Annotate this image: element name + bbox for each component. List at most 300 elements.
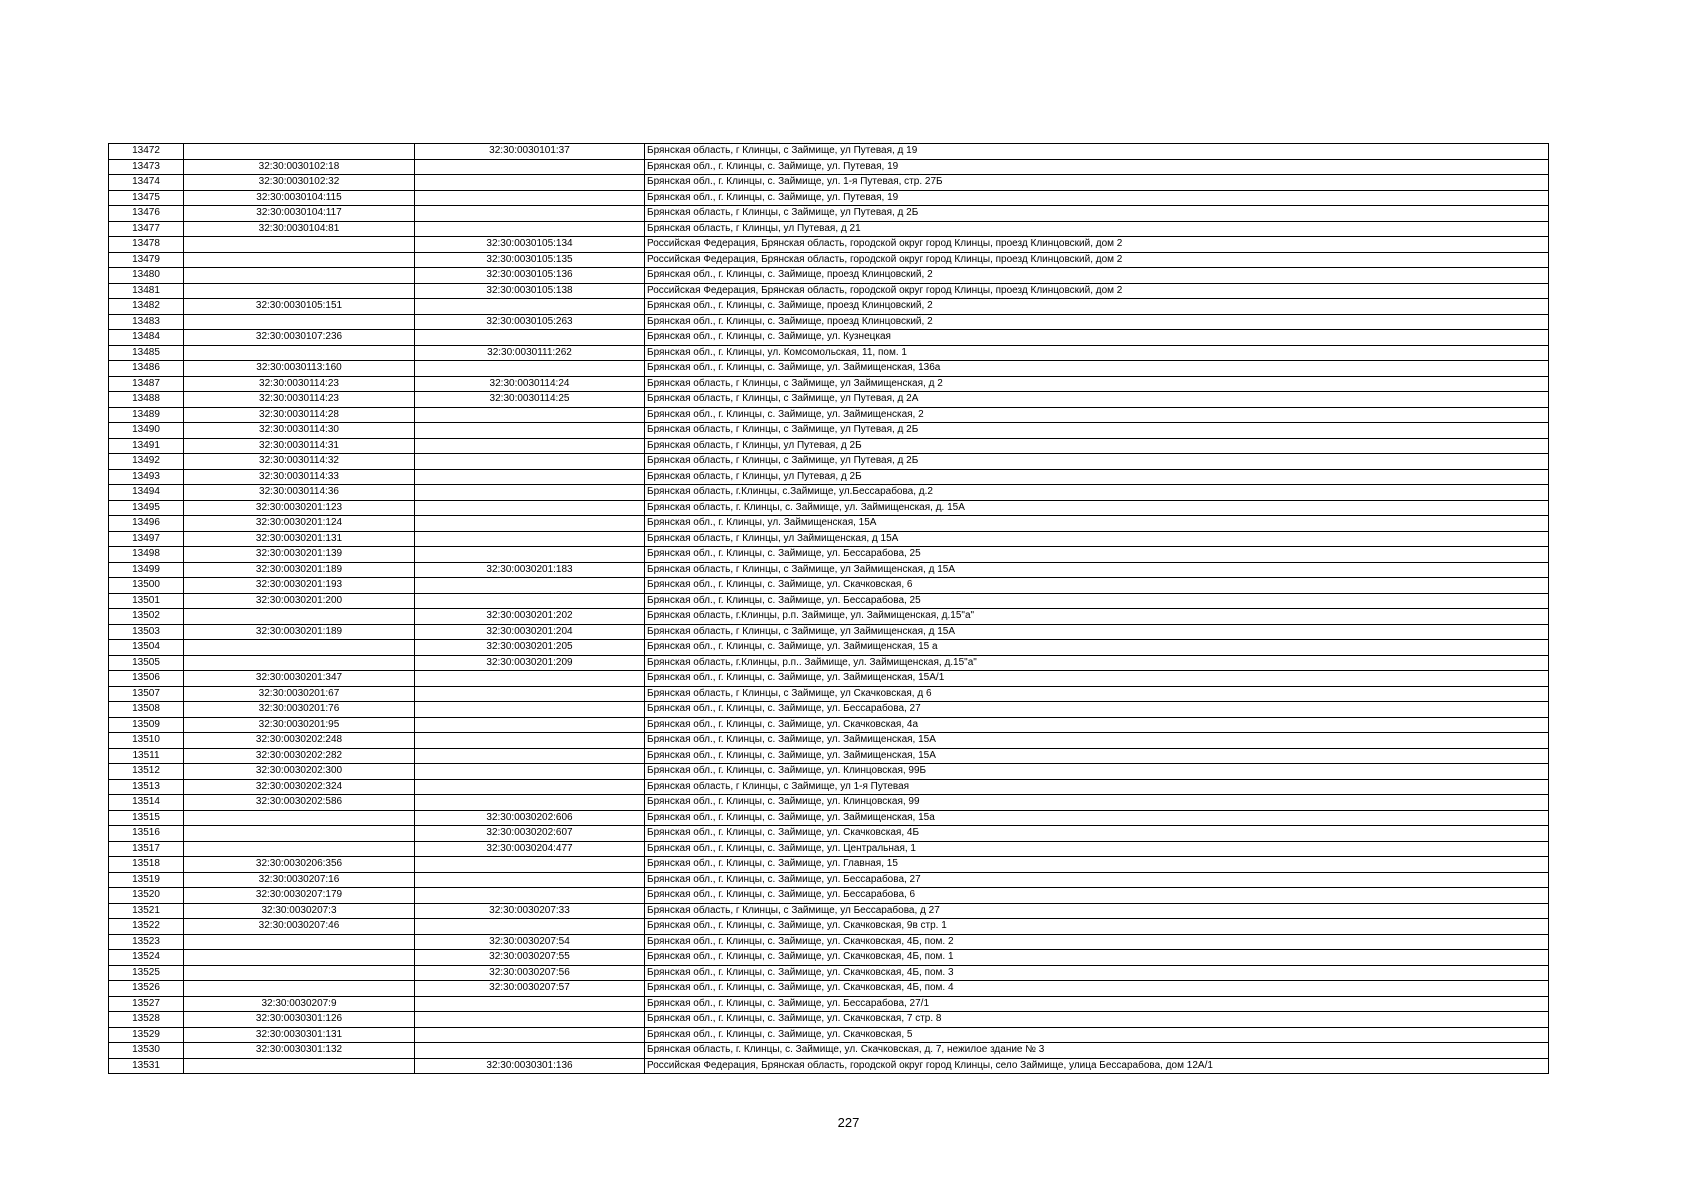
- object-cadastral-number-cell: 32:30:0030105:138: [415, 283, 645, 299]
- object-cadastral-number-cell: 32:30:0030207:56: [415, 965, 645, 981]
- table-row: [109, 826, 1549, 842]
- row-number-cell: 13492: [109, 454, 184, 470]
- address-cell: Брянская обл., г. Клинцы, с. Займище, ул. Главная, 15: [645, 857, 1549, 873]
- row-number-cell: 13514: [109, 795, 184, 811]
- parcel-cadastral-number-cell: 32:30:0030202:586: [184, 795, 415, 811]
- row-number-cell: 13528: [109, 1012, 184, 1028]
- address-cell: Брянская область, г Клинцы, с Займище, ул Займищенская, д 15А: [645, 624, 1549, 640]
- object-cadastral-number-cell: [415, 159, 645, 175]
- address-cell: Брянская область, г Клинцы, ул Путевая, д 21: [645, 221, 1549, 237]
- table-row: [109, 981, 1549, 997]
- object-cadastral-number-cell: [415, 593, 645, 609]
- table-row: [109, 283, 1549, 299]
- table-row: [109, 795, 1549, 811]
- table-row: [109, 733, 1549, 749]
- row-number-cell: 13474: [109, 175, 184, 191]
- address-cell: Брянская обл., г. Клинцы, с. Займище, ул. Клинцовская, 99Б: [645, 764, 1549, 780]
- table-row: [109, 764, 1549, 780]
- row-number-cell: 13511: [109, 748, 184, 764]
- row-number-cell: 13496: [109, 516, 184, 532]
- table-row: [109, 454, 1549, 470]
- object-cadastral-number-cell: [415, 469, 645, 485]
- row-number-cell: 13510: [109, 733, 184, 749]
- table-row: [109, 159, 1549, 175]
- table-row: [109, 330, 1549, 346]
- table-row: [109, 407, 1549, 423]
- table-row: [109, 965, 1549, 981]
- row-number-cell: 13475: [109, 190, 184, 206]
- address-cell: Российская Федерация, Брянская область, городской округ город Клинцы, проезд Клинцовский, дом 2: [645, 237, 1549, 253]
- table-row: [109, 562, 1549, 578]
- object-cadastral-number-cell: 32:30:0030202:606: [415, 810, 645, 826]
- address-cell: Брянская область, г Клинцы, с Займище, ул 1-я Путевая: [645, 779, 1549, 795]
- object-cadastral-number-cell: 32:30:0030105:263: [415, 314, 645, 330]
- object-cadastral-number-cell: 32:30:0030201:202: [415, 609, 645, 625]
- address-cell: Брянская обл., г. Клинцы, с. Займище, ул. Займищенская, 15 а: [645, 640, 1549, 656]
- table-row: [109, 531, 1549, 547]
- address-cell: Брянская обл., г. Клинцы, с. Займище, ул. Бессарабова, 6: [645, 888, 1549, 904]
- object-cadastral-number-cell: [415, 1043, 645, 1059]
- parcel-cadastral-number-cell: 32:30:0030207:179: [184, 888, 415, 904]
- row-number-cell: 13524: [109, 950, 184, 966]
- register-table: [108, 143, 1549, 1074]
- table-row: [109, 872, 1549, 888]
- table-row: [109, 655, 1549, 671]
- row-number-cell: 13473: [109, 159, 184, 175]
- parcel-cadastral-number-cell: 32:30:0030201:123: [184, 500, 415, 516]
- parcel-cadastral-number-cell: 32:30:0030201:131: [184, 531, 415, 547]
- row-number-cell: 13489: [109, 407, 184, 423]
- row-number-cell: 13521: [109, 903, 184, 919]
- row-number-cell: 13497: [109, 531, 184, 547]
- object-cadastral-number-cell: 32:30:0030202:607: [415, 826, 645, 842]
- address-cell: Брянская область, г Клинцы, с Займище, ул Путевая, д 19: [645, 144, 1549, 160]
- address-cell: Брянская область, г Клинцы, с Займище, ул Путевая, д 2Б: [645, 454, 1549, 470]
- parcel-cadastral-number-cell: [184, 144, 415, 160]
- parcel-cadastral-number-cell: 32:30:0030104:115: [184, 190, 415, 206]
- parcel-cadastral-number-cell: 32:30:0030114:30: [184, 423, 415, 439]
- object-cadastral-number-cell: [415, 578, 645, 594]
- object-cadastral-number-cell: [415, 857, 645, 873]
- object-cadastral-number-cell: [415, 547, 645, 563]
- object-cadastral-number-cell: [415, 795, 645, 811]
- object-cadastral-number-cell: [415, 748, 645, 764]
- object-cadastral-number-cell: [415, 671, 645, 687]
- row-number-cell: 13513: [109, 779, 184, 795]
- object-cadastral-number-cell: [415, 919, 645, 935]
- row-number-cell: 13487: [109, 376, 184, 392]
- row-number-cell: 13490: [109, 423, 184, 439]
- parcel-cadastral-number-cell: 32:30:0030114:23: [184, 392, 415, 408]
- parcel-cadastral-number-cell: 32:30:0030201:76: [184, 702, 415, 718]
- address-cell: Брянская обл., г. Клинцы, с. Займище, ул. Путевая, 19: [645, 190, 1549, 206]
- row-number-cell: 13515: [109, 810, 184, 826]
- object-cadastral-number-cell: [415, 686, 645, 702]
- object-cadastral-number-cell: [415, 438, 645, 454]
- parcel-cadastral-number-cell: [184, 950, 415, 966]
- address-cell: Брянская область, г Клинцы, с Займище, ул Займищенская, д 15А: [645, 562, 1549, 578]
- row-number-cell: 13518: [109, 857, 184, 873]
- address-cell: Брянская обл., г. Клинцы, с. Займище, ул. Займищенская, 15А/1: [645, 671, 1549, 687]
- address-cell: Брянская обл., г. Клинцы, с. Займище, ул. Бессарабова, 27/1: [645, 996, 1549, 1012]
- row-number-cell: 13503: [109, 624, 184, 640]
- register-table-body: [109, 144, 1549, 1074]
- table-row: [109, 609, 1549, 625]
- row-number-cell: 13519: [109, 872, 184, 888]
- parcel-cadastral-number-cell: 32:30:0030207:3: [184, 903, 415, 919]
- object-cadastral-number-cell: 32:30:0030201:205: [415, 640, 645, 656]
- row-number-cell: 13530: [109, 1043, 184, 1059]
- object-cadastral-number-cell: 32:30:0030204:477: [415, 841, 645, 857]
- object-cadastral-number-cell: [415, 407, 645, 423]
- parcel-cadastral-number-cell: 32:30:0030104:117: [184, 206, 415, 222]
- parcel-cadastral-number-cell: [184, 345, 415, 361]
- parcel-cadastral-number-cell: [184, 609, 415, 625]
- address-cell: Брянская область, г Клинцы, с Займище, ул Путевая, д 2Б: [645, 423, 1549, 439]
- object-cadastral-number-cell: [415, 175, 645, 191]
- row-number-cell: 13491: [109, 438, 184, 454]
- row-number-cell: 13482: [109, 299, 184, 315]
- parcel-cadastral-number-cell: [184, 934, 415, 950]
- row-number-cell: 13522: [109, 919, 184, 935]
- table-row: [109, 1012, 1549, 1028]
- row-number-cell: 13504: [109, 640, 184, 656]
- parcel-cadastral-number-cell: 32:30:0030301:131: [184, 1027, 415, 1043]
- parcel-cadastral-number-cell: 32:30:0030201:189: [184, 624, 415, 640]
- address-cell: Брянская обл., г. Клинцы, с. Займище, ул. Займищенская, 15А: [645, 733, 1549, 749]
- address-cell: Брянская обл., г. Клинцы, с. Займище, ул. Клинцовская, 99: [645, 795, 1549, 811]
- address-cell: Брянская область, г. Клинцы, с. Займище, ул. Займищенская, д. 15А: [645, 500, 1549, 516]
- address-cell: Брянская область, г Клинцы, с Займище, ул Путевая, д 2Б: [645, 206, 1549, 222]
- parcel-cadastral-number-cell: 32:30:0030114:33: [184, 469, 415, 485]
- table-row: [109, 779, 1549, 795]
- parcel-cadastral-number-cell: 32:30:0030207:16: [184, 872, 415, 888]
- parcel-cadastral-number-cell: 32:30:0030201:193: [184, 578, 415, 594]
- table-row: [109, 314, 1549, 330]
- parcel-cadastral-number-cell: [184, 252, 415, 268]
- table-row: [109, 578, 1549, 594]
- address-cell: Брянская обл., г. Клинцы, с. Займище, ул. Скачковская, 9в стр. 1: [645, 919, 1549, 935]
- parcel-cadastral-number-cell: 32:30:0030201:189: [184, 562, 415, 578]
- address-cell: Брянская обл., г. Клинцы, с. Займище, ул. Бессарабова, 27: [645, 872, 1549, 888]
- parcel-cadastral-number-cell: 32:30:0030201:124: [184, 516, 415, 532]
- object-cadastral-number-cell: [415, 190, 645, 206]
- row-number-cell: 13481: [109, 283, 184, 299]
- address-cell: Брянская обл., г. Клинцы, с. Займище, ул. Кузнецкая: [645, 330, 1549, 346]
- address-cell: Брянская область, г Клинцы, ул Путевая, д 2Б: [645, 438, 1549, 454]
- parcel-cadastral-number-cell: [184, 237, 415, 253]
- object-cadastral-number-cell: [415, 221, 645, 237]
- row-number-cell: 13509: [109, 717, 184, 733]
- address-cell: Брянская обл., г. Клинцы, с. Займище, ул. Скачковская, 4Б, пом. 3: [645, 965, 1549, 981]
- object-cadastral-number-cell: 32:30:0030111:262: [415, 345, 645, 361]
- address-cell: Брянская обл., г. Клинцы, с. Займище, ул. Займищенская, 136а: [645, 361, 1549, 377]
- address-cell: Брянская обл., г. Клинцы, с. Займище, ул. Займищенская, 2: [645, 407, 1549, 423]
- table-row: [109, 841, 1549, 857]
- parcel-cadastral-number-cell: 32:30:0030102:32: [184, 175, 415, 191]
- object-cadastral-number-cell: [415, 500, 645, 516]
- table-row: [109, 237, 1549, 253]
- address-cell: Брянская обл., г. Клинцы, ул. Комсомольская, 11, пом. 1: [645, 345, 1549, 361]
- parcel-cadastral-number-cell: [184, 314, 415, 330]
- object-cadastral-number-cell: [415, 888, 645, 904]
- parcel-cadastral-number-cell: [184, 640, 415, 656]
- address-cell: Брянская обл., г. Клинцы, с. Займище, ул. Скачковская, 4Б, пом. 2: [645, 934, 1549, 950]
- parcel-cadastral-number-cell: 32:30:0030102:18: [184, 159, 415, 175]
- parcel-cadastral-number-cell: 32:30:0030206:356: [184, 857, 415, 873]
- table-row: [109, 950, 1549, 966]
- address-cell: Брянская обл., г. Клинцы, с. Займище, ул. Скачковская, 4Б: [645, 826, 1549, 842]
- table-row: [109, 624, 1549, 640]
- parcel-cadastral-number-cell: [184, 268, 415, 284]
- table-row: [109, 252, 1549, 268]
- parcel-cadastral-number-cell: 32:30:0030207:9: [184, 996, 415, 1012]
- address-cell: Брянская область, г.Клинцы, с.Займище, ул.Бессарабова, д.2: [645, 485, 1549, 501]
- address-cell: Российская Федерация, Брянская область, городской округ город Клинцы, проезд Клинцовский, дом 2: [645, 252, 1549, 268]
- table-row: [109, 748, 1549, 764]
- row-number-cell: 13477: [109, 221, 184, 237]
- object-cadastral-number-cell: 32:30:0030105:134: [415, 237, 645, 253]
- row-number-cell: 13484: [109, 330, 184, 346]
- row-number-cell: 13526: [109, 981, 184, 997]
- row-number-cell: 13494: [109, 485, 184, 501]
- parcel-cadastral-number-cell: 32:30:0030104:81: [184, 221, 415, 237]
- table-row: [109, 547, 1549, 563]
- table-row: [109, 1043, 1549, 1059]
- table-row: [109, 423, 1549, 439]
- parcel-cadastral-number-cell: [184, 841, 415, 857]
- address-cell: Брянская обл., г. Клинцы, с. Займище, ул. Займищенская, 15А: [645, 748, 1549, 764]
- parcel-cadastral-number-cell: 32:30:0030202:300: [184, 764, 415, 780]
- object-cadastral-number-cell: 32:30:0030114:24: [415, 376, 645, 392]
- object-cadastral-number-cell: [415, 872, 645, 888]
- address-cell: Брянская область, г Клинцы, ул Займищенская, д 15А: [645, 531, 1549, 547]
- table-row: [109, 206, 1549, 222]
- object-cadastral-number-cell: [415, 996, 645, 1012]
- address-cell: Брянская обл., г. Клинцы, с. Займище, ул. Бессарабова, 27: [645, 702, 1549, 718]
- object-cadastral-number-cell: [415, 423, 645, 439]
- object-cadastral-number-cell: [415, 206, 645, 222]
- row-number-cell: 13478: [109, 237, 184, 253]
- table-row: [109, 671, 1549, 687]
- parcel-cadastral-number-cell: [184, 826, 415, 842]
- row-number-cell: 13523: [109, 934, 184, 950]
- address-cell: Брянская обл., г. Клинцы, с. Займище, проезд Клинцовский, 2: [645, 268, 1549, 284]
- table-row: [109, 919, 1549, 935]
- table-row: [109, 190, 1549, 206]
- address-cell: Брянская область, г Клинцы, ул Путевая, д 2Б: [645, 469, 1549, 485]
- address-cell: Брянская обл., г. Клинцы, с. Займище, ул. Скачковская, 5: [645, 1027, 1549, 1043]
- table-row: [109, 144, 1549, 160]
- object-cadastral-number-cell: 32:30:0030101:37: [415, 144, 645, 160]
- table-row: [109, 299, 1549, 315]
- parcel-cadastral-number-cell: 32:30:0030202:324: [184, 779, 415, 795]
- address-cell: Брянская обл., г. Клинцы, с. Займище, ул. Скачковская, 4Б, пом. 4: [645, 981, 1549, 997]
- table-row: [109, 175, 1549, 191]
- row-number-cell: 13483: [109, 314, 184, 330]
- row-number-cell: 13486: [109, 361, 184, 377]
- object-cadastral-number-cell: 32:30:0030201:183: [415, 562, 645, 578]
- table-row: [109, 376, 1549, 392]
- address-cell: Брянская обл., г. Клинцы, с. Займище, ул. Бессарабова, 25: [645, 593, 1549, 609]
- table-row: [109, 888, 1549, 904]
- parcel-cadastral-number-cell: 32:30:0030107:236: [184, 330, 415, 346]
- row-number-cell: 13531: [109, 1058, 184, 1074]
- parcel-cadastral-number-cell: 32:30:0030114:31: [184, 438, 415, 454]
- row-number-cell: 13493: [109, 469, 184, 485]
- parcel-cadastral-number-cell: [184, 1058, 415, 1074]
- address-cell: Брянская область, г. Клинцы, с. Займище, ул. Скачковская, д. 7, нежилое здание № 3: [645, 1043, 1549, 1059]
- table-row: [109, 485, 1549, 501]
- object-cadastral-number-cell: [415, 702, 645, 718]
- parcel-cadastral-number-cell: 32:30:0030201:139: [184, 547, 415, 563]
- table-row: [109, 361, 1549, 377]
- object-cadastral-number-cell: [415, 1027, 645, 1043]
- table-row: [109, 392, 1549, 408]
- object-cadastral-number-cell: [415, 733, 645, 749]
- parcel-cadastral-number-cell: 32:30:0030202:282: [184, 748, 415, 764]
- object-cadastral-number-cell: 32:30:0030105:136: [415, 268, 645, 284]
- address-cell: Брянская обл., г. Клинцы, с. Займище, проезд Клинцовский, 2: [645, 314, 1549, 330]
- table-row: [109, 686, 1549, 702]
- table-row: [109, 640, 1549, 656]
- row-number-cell: 13501: [109, 593, 184, 609]
- row-number-cell: 13472: [109, 144, 184, 160]
- object-cadastral-number-cell: 32:30:0030207:57: [415, 981, 645, 997]
- address-cell: Брянская обл., г. Клинцы, с. Займище, ул. Займищенская, 15а: [645, 810, 1549, 826]
- row-number-cell: 13516: [109, 826, 184, 842]
- object-cadastral-number-cell: 32:30:0030114:25: [415, 392, 645, 408]
- row-number-cell: 13507: [109, 686, 184, 702]
- table-row: [109, 717, 1549, 733]
- object-cadastral-number-cell: [415, 779, 645, 795]
- parcel-cadastral-number-cell: 32:30:0030301:132: [184, 1043, 415, 1059]
- table-row: [109, 702, 1549, 718]
- address-cell: Брянская область, г Клинцы, с Займище, ул Путевая, д 2А: [645, 392, 1549, 408]
- row-number-cell: 13517: [109, 841, 184, 857]
- table-row: [109, 500, 1549, 516]
- object-cadastral-number-cell: 32:30:0030201:204: [415, 624, 645, 640]
- object-cadastral-number-cell: 32:30:0030301:136: [415, 1058, 645, 1074]
- table-row: [109, 996, 1549, 1012]
- parcel-cadastral-number-cell: 32:30:0030207:46: [184, 919, 415, 935]
- address-cell: Брянская обл., г. Клинцы, с. Займище, ул. Центральная, 1: [645, 841, 1549, 857]
- row-number-cell: 13508: [109, 702, 184, 718]
- address-cell: Брянская обл., г. Клинцы, с. Займище, ул. Бессарабова, 25: [645, 547, 1549, 563]
- table-row: [109, 934, 1549, 950]
- address-cell: Брянская обл., г. Клинцы, с. Займище, ул. Скачковская, 6: [645, 578, 1549, 594]
- address-cell: Брянская область, г Клинцы, с Займище, ул Бессарабова, д 27: [645, 903, 1549, 919]
- row-number-cell: 13502: [109, 609, 184, 625]
- parcel-cadastral-number-cell: 32:30:0030114:32: [184, 454, 415, 470]
- object-cadastral-number-cell: [415, 531, 645, 547]
- table-row: [109, 345, 1549, 361]
- address-cell: Брянская обл., г. Клинцы, с. Займище, ул. Путевая, 19: [645, 159, 1549, 175]
- object-cadastral-number-cell: [415, 361, 645, 377]
- address-cell: Брянская обл., г. Клинцы, ул. Займищенская, 15А: [645, 516, 1549, 532]
- row-number-cell: 13485: [109, 345, 184, 361]
- object-cadastral-number-cell: [415, 330, 645, 346]
- address-cell: Российская Федерация, Брянская область, городской округ город Клинцы, проезд Клинцовский, дом 2: [645, 283, 1549, 299]
- row-number-cell: 13512: [109, 764, 184, 780]
- object-cadastral-number-cell: [415, 299, 645, 315]
- row-number-cell: 13476: [109, 206, 184, 222]
- address-cell: Брянская область, г Клинцы, с Займище, ул Скачковская, д 6: [645, 686, 1549, 702]
- parcel-cadastral-number-cell: 32:30:0030301:126: [184, 1012, 415, 1028]
- row-number-cell: 13480: [109, 268, 184, 284]
- row-number-cell: 13525: [109, 965, 184, 981]
- row-number-cell: 13488: [109, 392, 184, 408]
- table-row: [109, 438, 1549, 454]
- table-row: [109, 857, 1549, 873]
- address-cell: Брянская область, г Клинцы, с Займище, ул Займищенская, д 2: [645, 376, 1549, 392]
- table-row: [109, 268, 1549, 284]
- table-row: [109, 221, 1549, 237]
- row-number-cell: 13529: [109, 1027, 184, 1043]
- object-cadastral-number-cell: 32:30:0030105:135: [415, 252, 645, 268]
- table-row: [109, 469, 1549, 485]
- parcel-cadastral-number-cell: 32:30:0030105:151: [184, 299, 415, 315]
- parcel-cadastral-number-cell: 32:30:0030113:160: [184, 361, 415, 377]
- row-number-cell: 13498: [109, 547, 184, 563]
- object-cadastral-number-cell: [415, 516, 645, 532]
- parcel-cadastral-number-cell: 32:30:0030202:248: [184, 733, 415, 749]
- row-number-cell: 13495: [109, 500, 184, 516]
- address-cell: Брянская обл., г. Клинцы, с. Займище, ул. Скачковская, 4а: [645, 717, 1549, 733]
- parcel-cadastral-number-cell: [184, 810, 415, 826]
- parcel-cadastral-number-cell: [184, 655, 415, 671]
- object-cadastral-number-cell: 32:30:0030207:54: [415, 934, 645, 950]
- row-number-cell: 13527: [109, 996, 184, 1012]
- object-cadastral-number-cell: 32:30:0030207:55: [415, 950, 645, 966]
- row-number-cell: 13505: [109, 655, 184, 671]
- page-number: 227: [837, 1115, 860, 1130]
- parcel-cadastral-number-cell: 32:30:0030201:200: [184, 593, 415, 609]
- row-number-cell: 13499: [109, 562, 184, 578]
- address-cell: Брянская область, г.Клинцы, р.п.. Займище, ул. Займищенская, д.15"а": [645, 655, 1549, 671]
- table-row: [109, 903, 1549, 919]
- object-cadastral-number-cell: [415, 485, 645, 501]
- address-cell: Брянская обл., г. Клинцы, с. Займище, проезд Клинцовский, 2: [645, 299, 1549, 315]
- parcel-cadastral-number-cell: 32:30:0030201:95: [184, 717, 415, 733]
- parcel-cadastral-number-cell: 32:30:0030114:36: [184, 485, 415, 501]
- object-cadastral-number-cell: [415, 1012, 645, 1028]
- table-row: [109, 1027, 1549, 1043]
- address-cell: Брянская обл., г. Клинцы, с. Займище, ул. Скачковская, 4Б, пом. 1: [645, 950, 1549, 966]
- object-cadastral-number-cell: 32:30:0030201:209: [415, 655, 645, 671]
- address-cell: Российская Федерация, Брянская область, городской округ город Клинцы, село Займище, улица Бессарабова, дом 12А/1: [645, 1058, 1549, 1074]
- row-number-cell: 13520: [109, 888, 184, 904]
- table-row: [109, 593, 1549, 609]
- table-row: [109, 1058, 1549, 1074]
- object-cadastral-number-cell: 32:30:0030207:33: [415, 903, 645, 919]
- address-cell: Брянская область, г.Клинцы, р.п. Займище, ул. Займищенская, д.15"а": [645, 609, 1549, 625]
- object-cadastral-number-cell: [415, 717, 645, 733]
- parcel-cadastral-number-cell: [184, 981, 415, 997]
- address-cell: Брянская обл., г. Клинцы, с. Займище, ул. Скачковская, 7 стр. 8: [645, 1012, 1549, 1028]
- row-number-cell: 13506: [109, 671, 184, 687]
- table-row: [109, 810, 1549, 826]
- parcel-cadastral-number-cell: [184, 283, 415, 299]
- parcel-cadastral-number-cell: 32:30:0030114:23: [184, 376, 415, 392]
- parcel-cadastral-number-cell: 32:30:0030114:28: [184, 407, 415, 423]
- object-cadastral-number-cell: [415, 454, 645, 470]
- row-number-cell: 13479: [109, 252, 184, 268]
- parcel-cadastral-number-cell: [184, 965, 415, 981]
- parcel-cadastral-number-cell: 32:30:0030201:347: [184, 671, 415, 687]
- parcel-cadastral-number-cell: 32:30:0030201:67: [184, 686, 415, 702]
- address-cell: Брянская обл., г. Клинцы, с. Займище, ул. 1-я Путевая, стр. 27Б: [645, 175, 1549, 191]
